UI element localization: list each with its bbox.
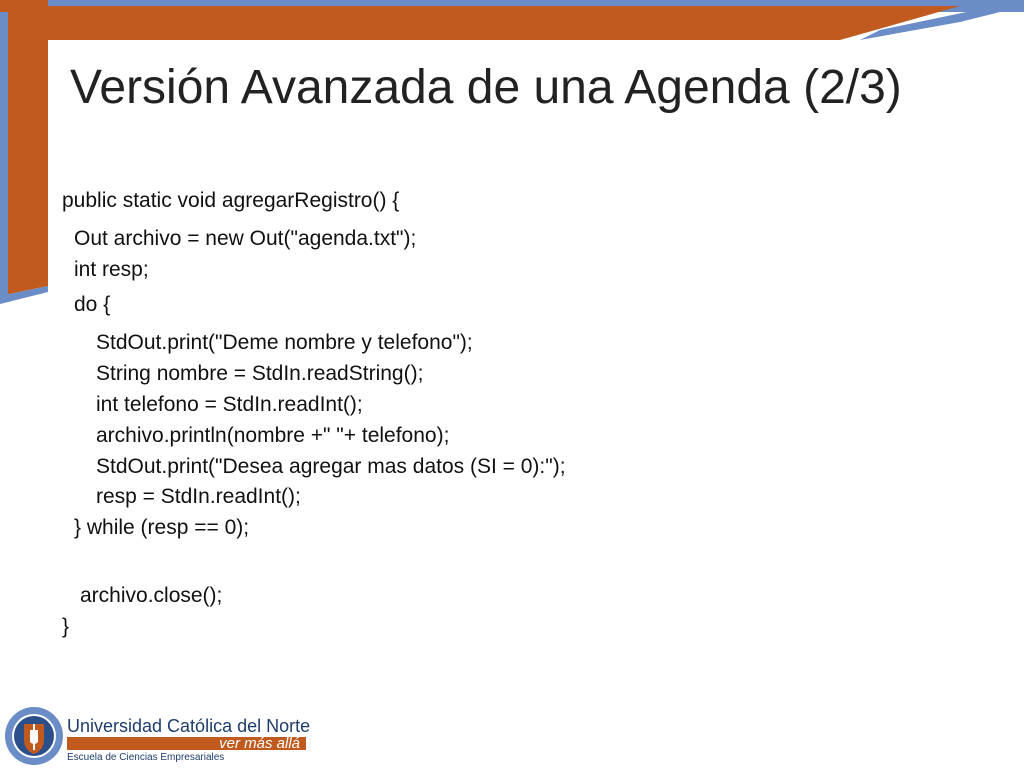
code-line: int telefono = StdIn.readInt(); [96, 393, 363, 416]
university-seal-icon [4, 706, 64, 766]
code-line: archivo.println(nombre +" "+ telefono); [96, 424, 450, 447]
code-line: } while (resp == 0); [74, 516, 250, 539]
code-line: String nombre = StdIn.readString(); [96, 362, 424, 385]
university-name: Universidad Católica del Norte [67, 716, 311, 736]
frame-blue-left-strip [0, 12, 8, 298]
code-line: StdOut.print("Desea agregar mas datos (SI = 0):"); [96, 455, 566, 478]
code-line: } [62, 615, 70, 638]
code-line: resp = StdIn.readInt(); [96, 485, 301, 508]
tagline: ver más allá [219, 735, 300, 752]
code-line: int resp; [74, 258, 149, 281]
university-logo [0, 700, 330, 768]
tagline-bar [67, 737, 306, 750]
school-name: Escuela de Ciencias Empresariales [67, 752, 225, 763]
code-line: Out archivo = new Out("agenda.txt"); [74, 227, 417, 250]
frame-orange-top [0, 6, 960, 40]
code-line: do { [74, 293, 111, 316]
code-line: archivo.close(); [80, 584, 223, 607]
code-line: StdOut.print("Deme nombre y telefono"); [96, 331, 473, 354]
code-line: public static void agregarRegistro() { [62, 189, 400, 212]
slide-title: Versión Avanzada de una Agenda (2/3) [70, 61, 902, 114]
